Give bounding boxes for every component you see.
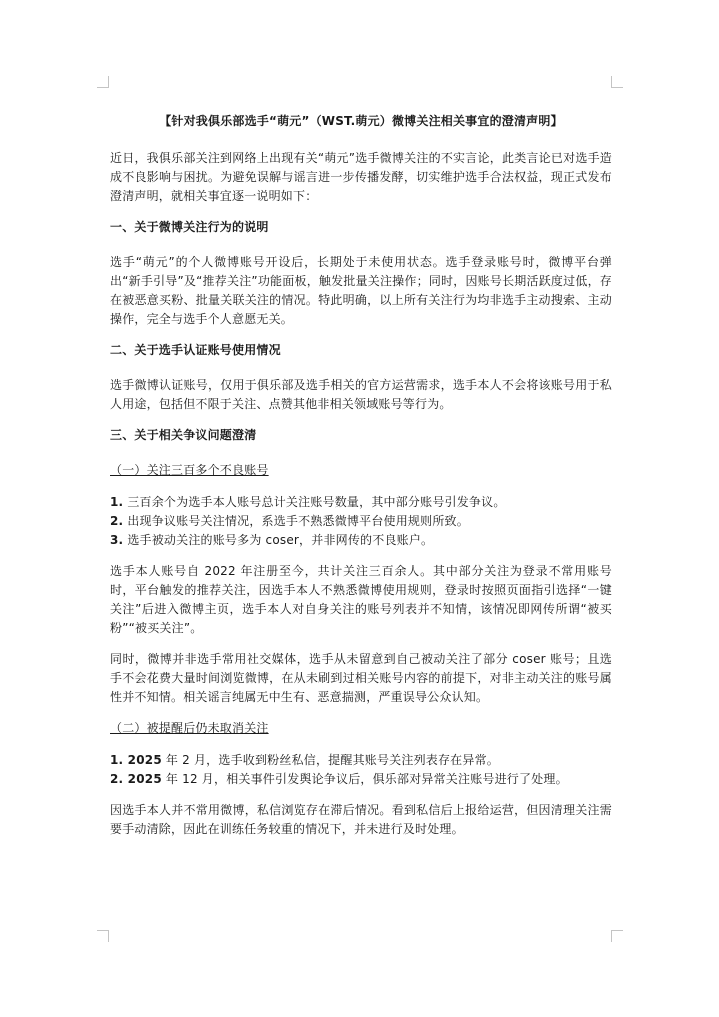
subsection-2-paragraph-1: 因选手本人并不常用微博，私信浏览存在滞后情况。看到私信后上报给运营，但因清理关注需要手动清除，因此在训练任务较重的情况下，并未进行及时处理。 — [110, 803, 612, 836]
document-title: 【针对我俱乐部选手“萌元”（WST.萌元）微博关注相关事宜的澄清声明】 — [159, 114, 563, 128]
list-item: 1. 三百余个为选手本人账号总计关注账号数量，其中部分账号引发争议。 — [110, 495, 506, 509]
subsection-1-title: （一）关注三百多个不良账号 — [110, 463, 269, 477]
list-item: 3. 选手被动关注的账号多为 coser，并非网传的不良账户。 — [110, 533, 434, 547]
subsection-1-paragraph-2: 同时，微博并非选手常用社交媒体，选手从未留意到自己被动关注了部分 coser 账号；且选手不会花费大量时间浏览微博，在从未刷到过相关账号内容的前提下，对非主动关注的账号属性并不知情。相关谣言纯属无中生有、恶意揣测，严重误导公众认知。 — [110, 652, 612, 704]
document-body — [110, 112, 612, 851]
crop-mark-top-left — [97, 76, 109, 88]
section-2-body: 选手微博认证账号，仅用于俱乐部及选手相关的官方运营需求，选手本人不会将该账号用于私人用途，包括但不限于关注、点赞其他非相关领域账号等行为。 — [110, 378, 612, 411]
crop-mark-bottom-right — [611, 930, 623, 942]
section-3-heading: 三、关于相关争议问题澄清 — [110, 428, 257, 442]
list-item: 2. 出现争议账号关注情况，系选手不熟悉微博平台使用规则所致。 — [110, 514, 469, 528]
crop-mark-bottom-left — [97, 930, 109, 942]
section-1-body: 选手“萌元”的个人微博账号开设后，长期处于未使用状态。选手登录账号时，微博平台弹出“新手引导”及“推荐关注”功能面板，触发批量关注操作；同时，因账号长期活跃度过低，存在被恶意买粉、批量关联关注的情况。特此明确，以上所有关注行为均非选手主动搜索、主动操作，完全与选手个人意愿无关。 — [110, 255, 612, 326]
crop-mark-top-right — [611, 76, 623, 88]
list-item: 2. 2025 年 12 月，相关事件引发舆论争议后，俱乐部对异常关注账号进行了处理。 — [110, 772, 568, 786]
subsection-1-paragraph-1: 选手本人账号自 2022 年注册至今，共计关注三百余人。其中部分关注为登录不常用账号时，平台触发的推荐关注，因选手本人不熟悉微博使用规则，登录时按照页面指引选择“一键关注”后进入微博主页，选手本人对自身关注的账号列表并不知情，该情况即网传所谓“被买粉”“被买关注”。 — [110, 564, 612, 635]
intro-paragraph: 近日，我俱乐部关注到网络上出现有关“萌元”选手微博关注的不实言论，此类言论已对选手造成不良影响与困扰。为避免误解与谣言进一步传播发酵，切实维护选手合法权益，现正式发布澄清声明，就相关事宜逐一说明如下： — [110, 151, 612, 203]
section-2-heading: 二、关于选手认证账号使用情况 — [110, 343, 281, 357]
subsection-2-list — [110, 751, 612, 789]
section-1-heading: 一、关于微博关注行为的说明 — [110, 220, 269, 234]
list-item: 1. 2025 年 2 月，选手收到粉丝私信，提醒其账号关注列表存在异常。 — [110, 753, 499, 767]
subsection-1-list — [110, 493, 612, 550]
subsection-2-title: （二）被提醒后仍未取消关注 — [110, 721, 269, 735]
